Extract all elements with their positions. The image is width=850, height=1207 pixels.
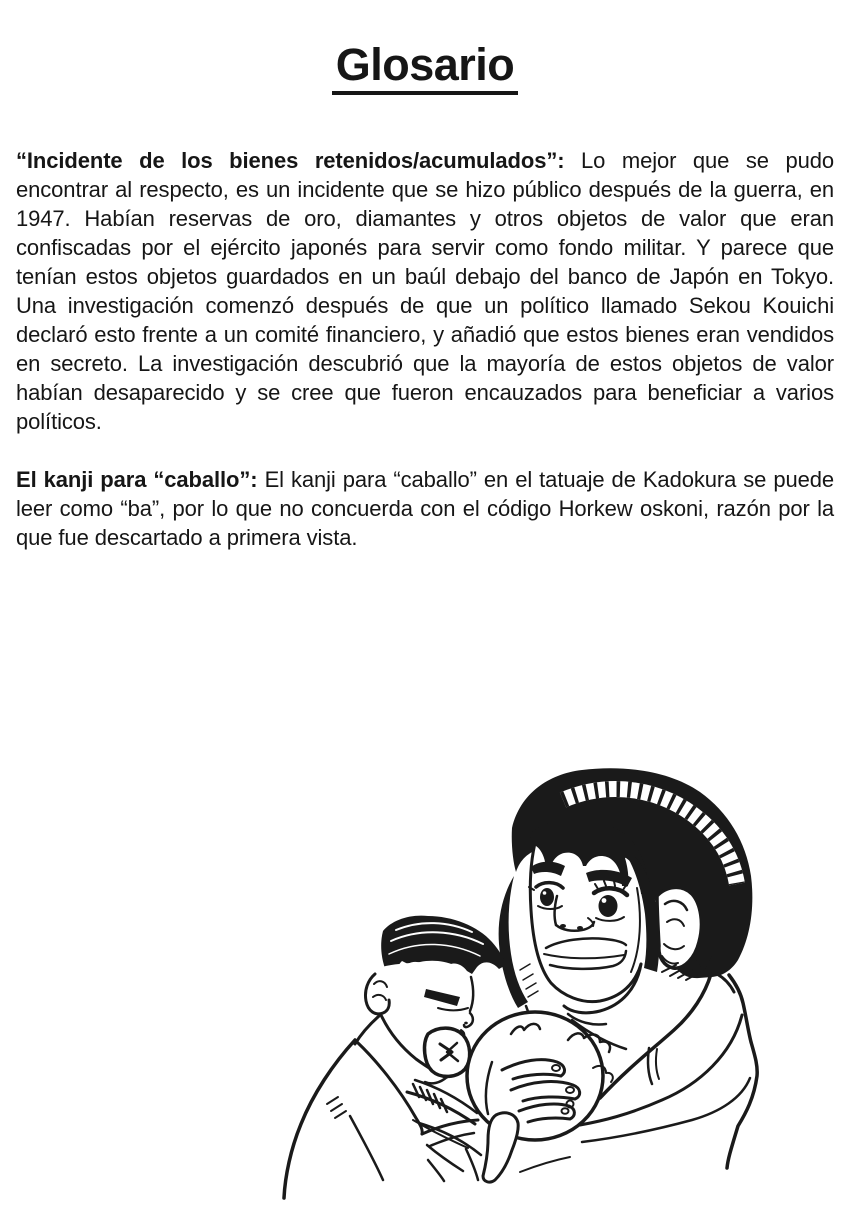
glossary-definition: Lo mejor que se pudo encontrar al respecto, es un incidente que se hizo público después de la guerra, en 1947. Habían reservas de oro, diamantes y otros objetos de valor que eran confiscadas por el ejército japonés para servir como fondo militar. Y parece que tenían estos objetos guardados en un baúl debajo del banco de Japón en Tokyo. Una investigación comenzó después de que un político llamado Sekou Kouichi declaró esto frente a un comité financiero, y añadió que estos bienes eran vendidos en secreto. La investigación descubrió que la mayoría de estos objetos de valor habían desaparecido y se cree que fueron encauzados para beneficiar a varios políticos.: [16, 148, 834, 434]
manga-illustration: [280, 768, 780, 1207]
manga-illustration-svg: [280, 768, 780, 1207]
glossary-entries: [16, 146, 834, 581]
hair-lock: [499, 876, 528, 1008]
glossary-term: El kanji para “caballo”:: [16, 467, 258, 492]
glossary-definition: El kanji para “caballo” en el tatuaje de Kadokura se puede leer como “ba”, por lo que no concuerda con el código Horkew oskoni, razón por la que fue descartado a primera vista.: [16, 467, 835, 550]
small-lips: [425, 1028, 470, 1076]
glossary-entry: [16, 146, 834, 436]
large-character: [499, 768, 753, 1049]
glossary-term: “Incidente de los bienes retenidos/acumulados”:: [16, 148, 565, 173]
page-title-text: Glosario: [332, 42, 519, 95]
large-ear: [657, 887, 701, 968]
glossary-entry: [16, 465, 834, 552]
page-title: [0, 39, 850, 95]
